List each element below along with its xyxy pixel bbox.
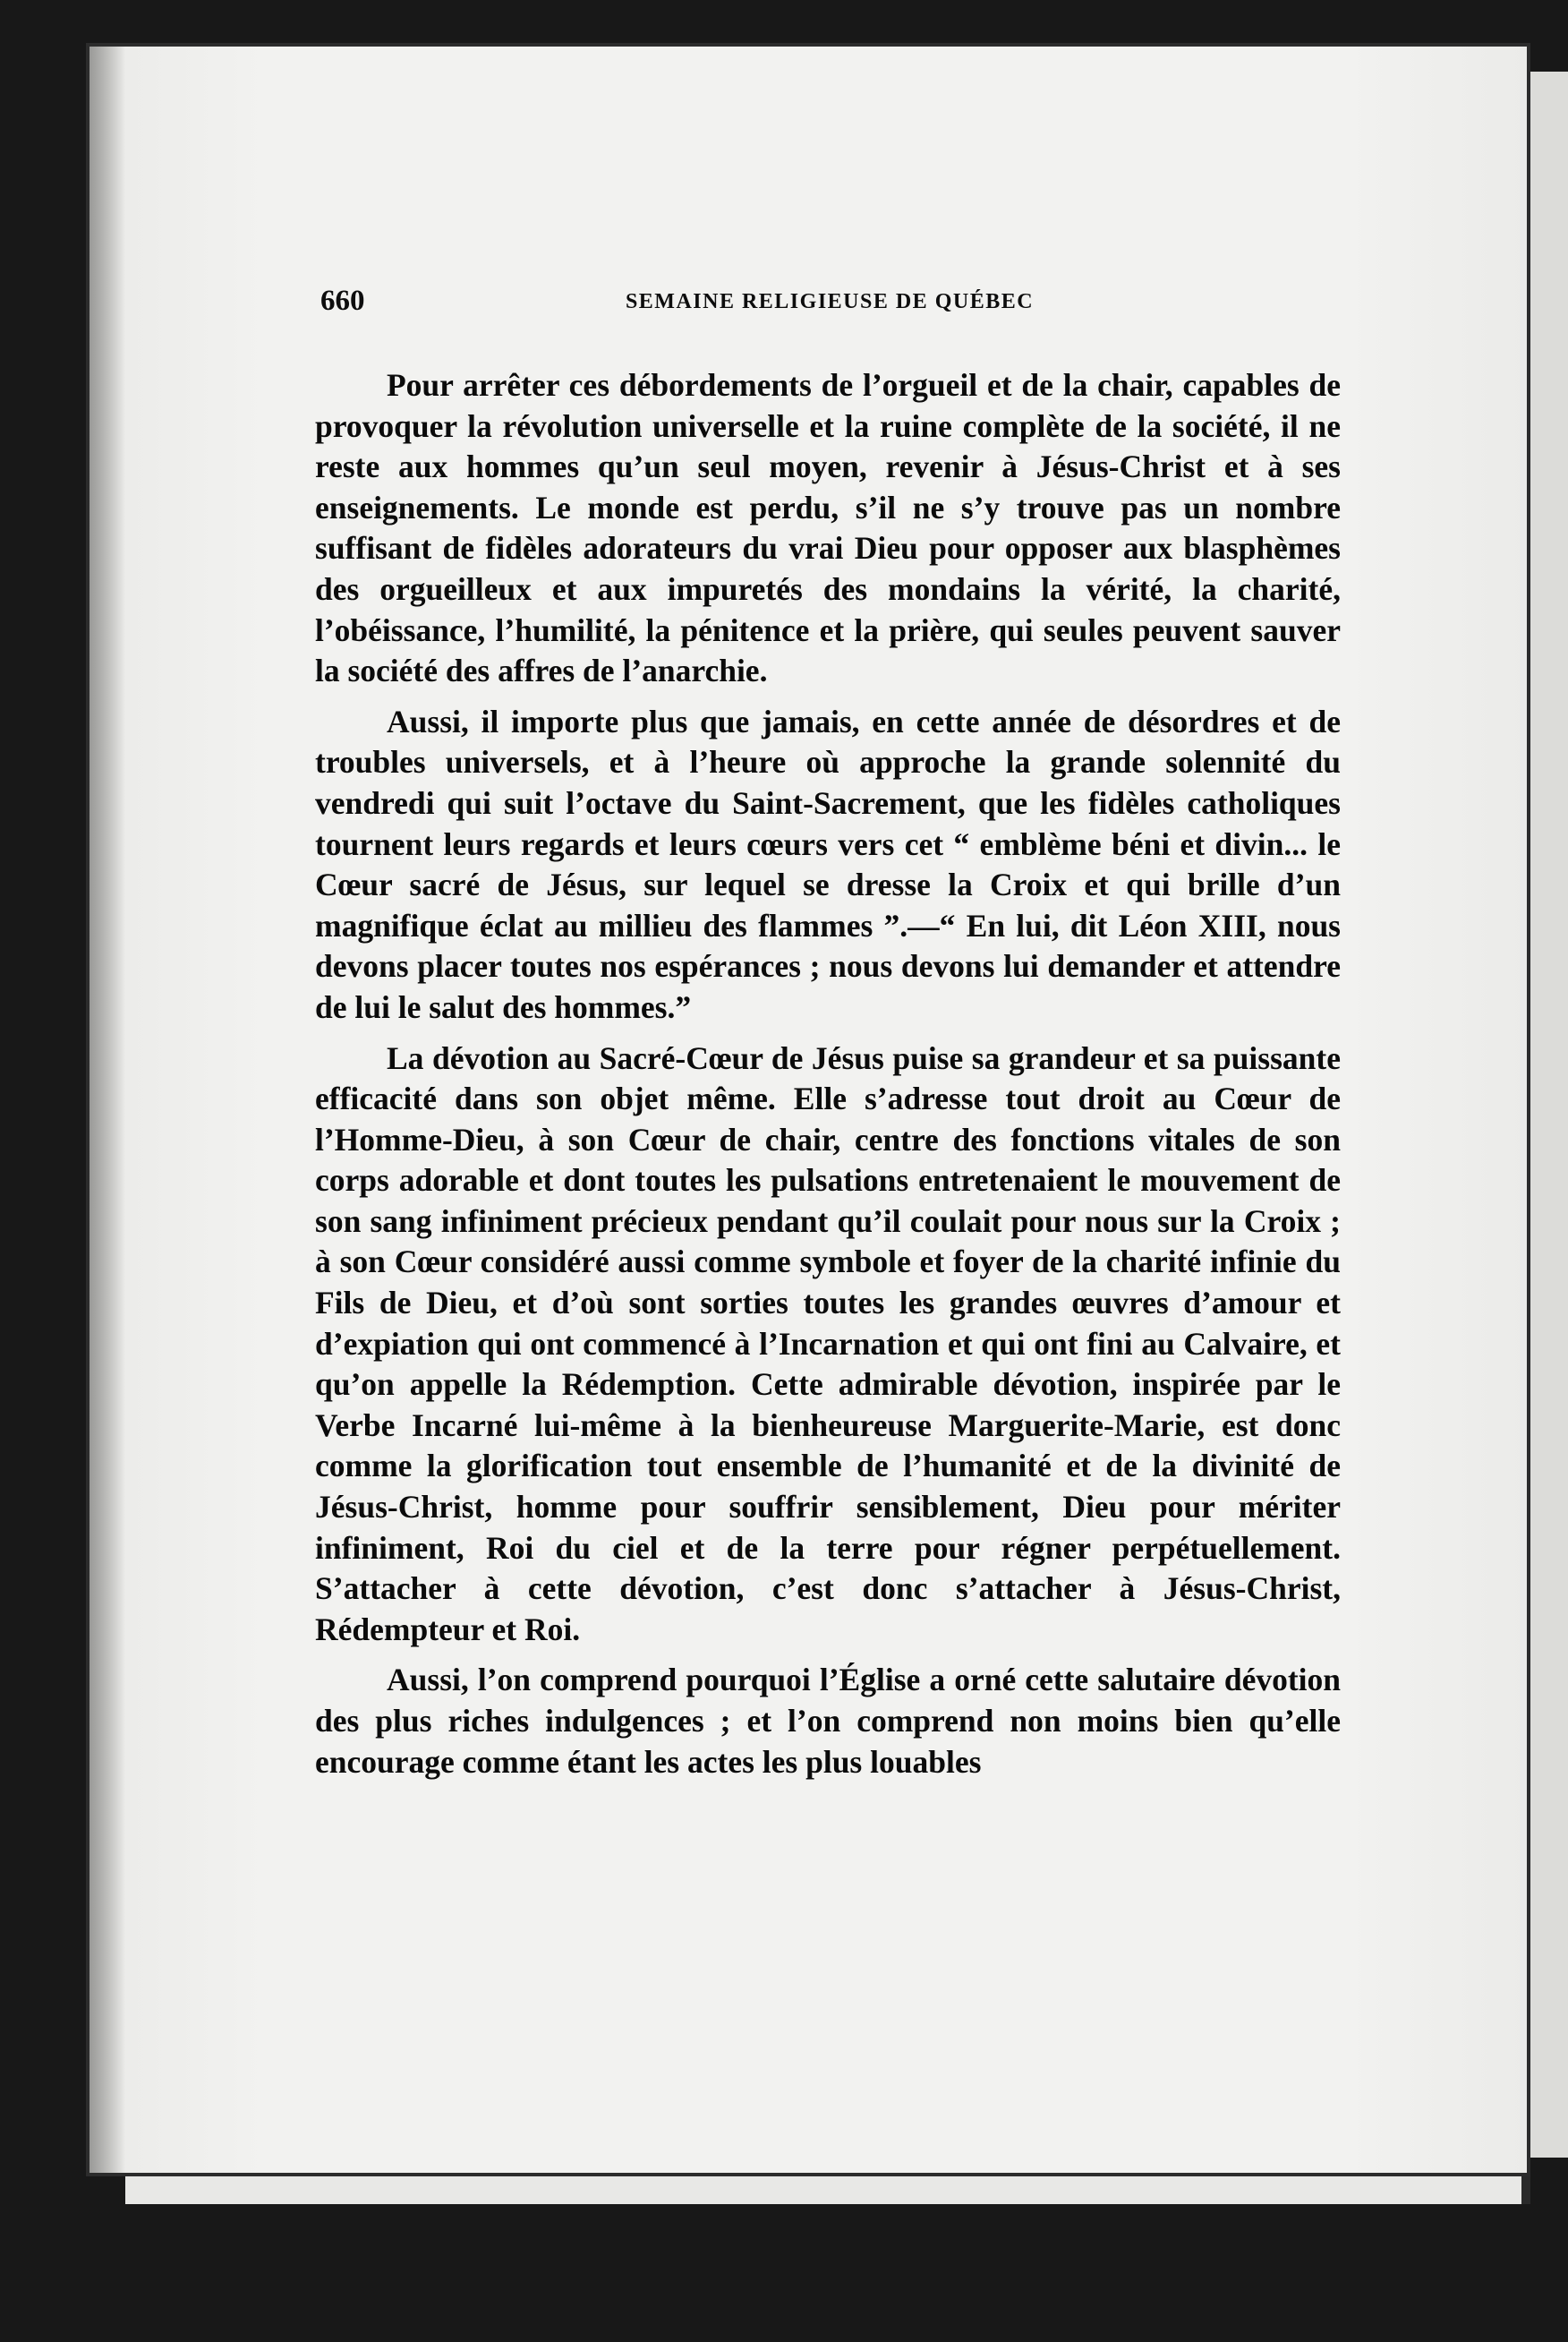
page-number: 660 bbox=[320, 285, 365, 317]
paragraph: La dévotion au Sacré-Cœur de Jésus puise sa grandeur et sa puissante efficacité dans son objet même. Elle s’adresse tout droit au Cœur de l’Homme-Dieu, à son Cœur de chair, centre des fonctions vitales de son corps adorable et dont toutes les pulsations entretenaient le mouvement de son sang infiniment précieux pendant qu’il coulait pour nous sur la Croix ; à son Cœur considéré aussi comme symbole et foyer de la charité infinie du Fils de Dieu, et d’où sont sorties toutes les grandes œuvres d’amour et d’expiation qui ont commencé à l’Incarnation et qui ont fini au Calvaire, et qu’on appelle la Rédemption. Cette admirable dévotion, inspirée par le Verbe Incarné lui-même à la bienheureuse Marguerite-Marie, est donc comme la glorification tout ensemble de l’humanité et de la divinité de Jésus-Christ, homme pour souffrir sensiblement, Dieu pour mériter infiniment, Roi du ciel et de la terre pour régner perpétuellement. S’attacher à cette dévotion, c’est donc s’attacher à Jésus-Christ, Rédempteur et Roi. bbox=[315, 1039, 1341, 1647]
adjacent-page-edge bbox=[1525, 72, 1568, 2158]
running-title: SEMAINE RELIGIEUSE DE QUÉBEC bbox=[625, 290, 1035, 313]
paragraph: Pour arrêter ces débordements de l’orgueil et de la chair, capables de provoquer la révolution universelle et la ruine complète de la société, il ne reste aux hommes qu’un seul moyen, revenir à Jésus-Christ et à ses enseignements. Le monde est perdu, s’il ne s’y trouve pas un nombre suffisant de fidèles adorateurs du vrai Dieu pour opposer aux blasphèmes des orgueilleux et aux impuretés des mondains la vérité, la charité, l’obéissance, l’humilité, la pénitence et la prière, qui seules peuvent sauver la société des affres de l’anarchie. bbox=[315, 367, 1341, 689]
body-text bbox=[315, 365, 1341, 1792]
paragraph: Aussi, l’on comprend pourquoi l’Église a orné cette salutaire dévotion des plus riches indulgences ; et l’on comprend non moins bien qu’elle encourage comme étant les actes les plus louables bbox=[315, 1662, 1341, 1780]
paragraph: Aussi, il importe plus que jamais, en cette année de désordres et de troubles universels, et à l’heure où approche la grande solennité du vendredi qui suit l’octave du Saint-Sacrement, que les fidèles catholiques tournent leurs regards et leurs cœurs vers cet “ emblème béni et divin... le Cœur sacré de Jésus, sur lequel se dresse la Croix et qui brille d’un magnifique éclat au millieu des flammes ”.—“ En lui, dit Léon XIII, nous devons placer toutes nos espérances ; nous devons lui demander et attendre de lui le salut des hommes.” bbox=[315, 703, 1341, 1025]
page-gutter-shadow bbox=[89, 47, 125, 2173]
page-header bbox=[320, 285, 1339, 329]
